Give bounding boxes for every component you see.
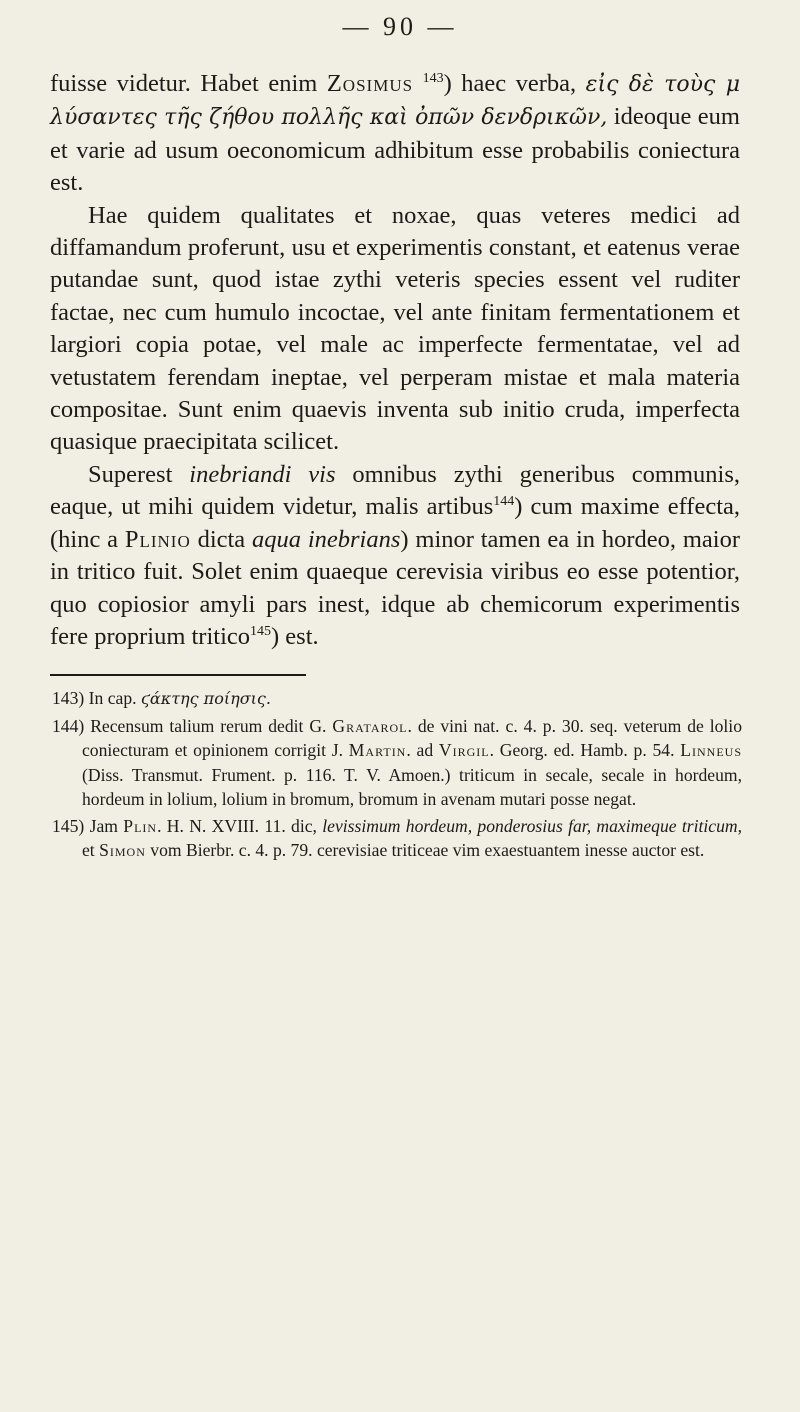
text-segment: omnibus zythi generibus communis, eaque, ut mihi quidem videtur, malis artibus <box>50 460 741 521</box>
author-name: Plin <box>123 815 158 836</box>
author-name: Linneus <box>680 740 742 760</box>
text-segment: dicta <box>190 525 253 553</box>
footnote-143 <box>52 686 742 712</box>
author-name: Simon <box>99 840 146 860</box>
text-segment: Superest <box>88 460 190 488</box>
text-segment: fuisse videtur. Habet enim <box>50 70 327 97</box>
text-segment: ) minor tamen ea in hordeo, maior in tritico fuit. Solet enim quaeque cerevisia viribus eo esse potentior, quo copiosior amyli pars inest, idque ab chemicorum experimentis fere proprium tritico <box>50 525 740 650</box>
emphasis: inebriandi vis <box>189 460 336 488</box>
text-segment: Recensum talium rerum dedit G. <box>90 715 333 736</box>
text-segment: . Georg. ed. Hamb. p. 54. <box>489 740 681 760</box>
greek-quotation: ϛάκτης ποίησις. <box>140 689 271 708</box>
footnote-ref: 143 <box>422 71 444 86</box>
footnote-ref: 144 <box>493 494 515 510</box>
text-segment: ) cum maxime effecta, (hinc a <box>50 493 740 553</box>
author-name: Gratarol <box>332 715 408 736</box>
paragraph-1 <box>50 68 740 200</box>
paragraph-3 <box>50 459 740 653</box>
footnote-144 <box>52 714 742 812</box>
author-name: Martin <box>348 740 407 760</box>
emphasis: aqua inebrians <box>252 525 401 553</box>
footnote-number: 145) <box>52 815 85 836</box>
text-segment: vom Bierbr. c. 4. p. 79. cerevisiae triticeae vim exaestuantem inesse auctor est. <box>145 840 705 860</box>
text-segment: In cap. <box>88 688 141 708</box>
footnote-number: 143) <box>52 688 85 708</box>
emphasis: levissimum hordeum, ponderosius far, maximeque triticum, <box>322 815 742 836</box>
footnotes <box>52 686 742 863</box>
footnote-ref: 145 <box>250 623 272 639</box>
author-name: Zosimus <box>326 70 414 97</box>
footnote-number: 144) <box>52 715 85 736</box>
text-segment: ) est. <box>271 622 319 650</box>
text-segment: (Diss. Transmut. Frument. p. 116. T. V. Amoen.) triticum in secale, secale in hordeum, hordeum in lolium, lolium in bromum, bromum in avenam mutari posse negat. <box>82 764 742 809</box>
paragraph-2: Hae quidem qualitates et noxae, quas veteres medici ad diffamandum proferunt, usu et experimentis constant, et eatenus verae putandae sunt, quod istae zythi veteris species essent vel ruditer factae, nec cum humulo incoctae, vel ante finitam fermentationem et largiori copia potae, vel male ac imperfecte fermentatae, vel ad vetustatem ferendam ineptae, vel perperam mistae et mala materia compositae. Sunt enim quaevis inventa sub initio cruda, imperfecta quasique praecipitata scilicet. <box>50 201 740 456</box>
footnote-divider <box>50 674 306 676</box>
text-segment: . de vini nat. c. 4. p. 30. seq. veterum de lolio coniecturam et opinionem corrigit J. <box>82 715 742 760</box>
text-segment: ) haec verba, <box>443 70 586 97</box>
footnote-145 <box>52 814 742 863</box>
text-segment: . H. N. XVIII. 11. dic, <box>157 815 323 836</box>
author-name: Virgil <box>438 740 490 760</box>
text-segment: Jam <box>89 815 124 836</box>
page-number: — 90 — <box>342 12 458 41</box>
text-segment: . ad <box>406 740 439 760</box>
greek-quotation: εἰς δὲ τοὺς μ λύσαντες τῆς ζήθου πολλῆς καὶ ὀπῶν δενδρικῶν, <box>50 72 740 131</box>
author-name: Plinio <box>124 525 191 553</box>
text-segment: ideoque eum et varie ad usum oeconomicum adhibitum esse probabilis coniectura est. <box>50 103 740 197</box>
main-text <box>50 68 740 653</box>
text-segment: et <box>82 840 100 860</box>
